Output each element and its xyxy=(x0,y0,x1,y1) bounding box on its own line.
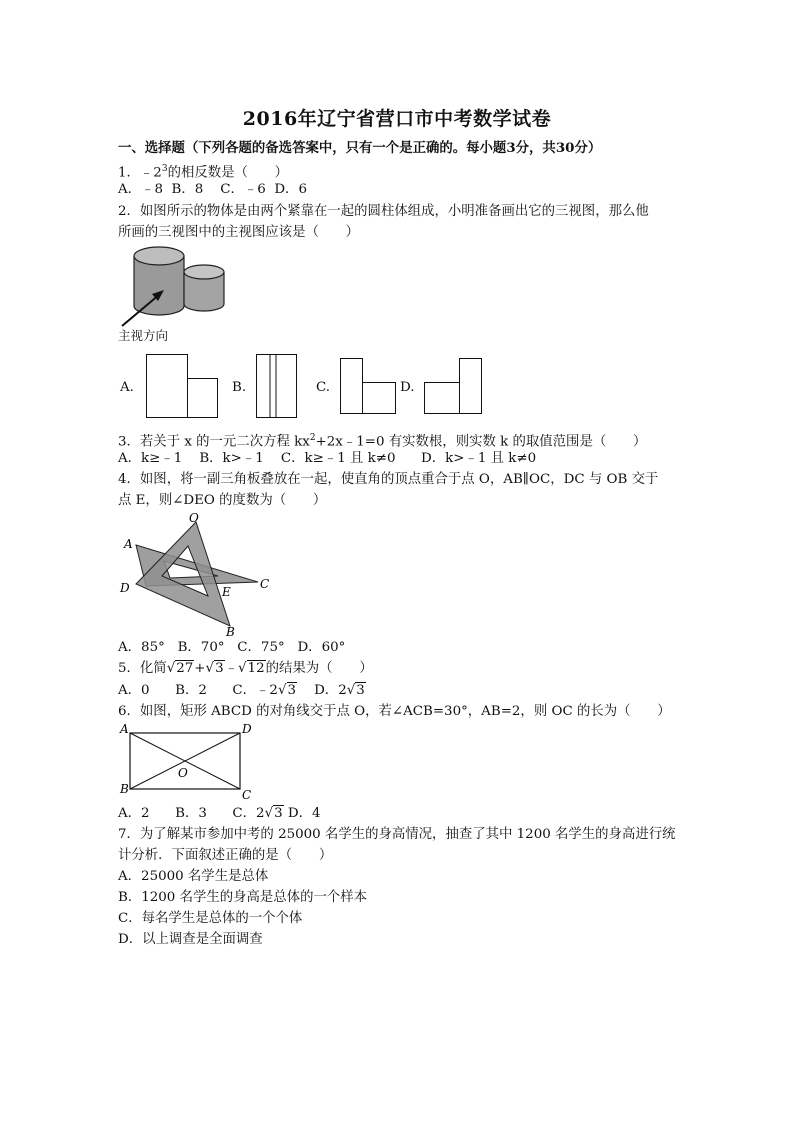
rect-label-d: D xyxy=(242,722,252,736)
label-o: O xyxy=(189,511,199,525)
q2-option-b-figure xyxy=(256,354,301,419)
q1-exponent: 3 xyxy=(161,164,168,174)
q5-radical-1: √27 xyxy=(166,661,194,676)
question-2-stem-line2: 所画的三视图中的主视图应该是（ ） xyxy=(118,225,360,240)
question-4-options: A．85° B．70° C．75° D．60° xyxy=(118,640,346,655)
label-c: C xyxy=(260,577,270,591)
q2-option-c-label: C. xyxy=(316,380,331,395)
question-5-stem: 5．化简√27+√3﹣√12的结果为（ ） xyxy=(118,661,373,676)
question-3-stem xyxy=(118,429,646,451)
section-heading: 一、选择题（下列各题的备选答案中，只有一个是正确的。每小题3分，共30分） xyxy=(118,140,602,156)
question-1-options: A．﹣8 B．8 C．﹣6 D．6 xyxy=(118,182,307,197)
question-2-stem-line1: 2．如图所示的物体是由两个紧靠在一起的圆柱体组成，小明准备画出它的三视图，那么他 xyxy=(118,204,649,219)
q1-stem-pre: 1．﹣2 xyxy=(118,165,162,181)
question-7-option-a: A．25000 名学生是总体 xyxy=(118,869,269,884)
rect-label-b: B xyxy=(120,782,129,796)
question-7-stem-line2: 计分析．下面叙述正确的是（ ） xyxy=(118,848,333,863)
rect-label-c: C xyxy=(242,788,252,802)
view-direction-label: 主视方向 xyxy=(118,328,169,343)
question-6-options: A．2 B．3 C．2√3 D．4 xyxy=(118,806,321,821)
question-3-options: A．k≥﹣1 B．k>﹣1 C．k≥﹣1 且 k≠0 D．k>﹣1 且 k≠0 xyxy=(118,451,537,466)
q5-stem-pre: 5．化简 xyxy=(118,661,167,676)
q1-stem-post: 的相反数是（ ） xyxy=(167,165,289,181)
q3-stem-post: +2x﹣1=0 有实数根，则实数 k 的取值范围是（ ） xyxy=(315,434,647,450)
q5-radical-3: √12 xyxy=(238,661,265,676)
q2-option-a-label: A. xyxy=(120,380,134,395)
q3-stem-pre: 3．若关于 x 的一元二次方程 kx xyxy=(118,434,310,450)
question-7-option-c: C．每名学生是总体的一个个体 xyxy=(118,911,303,926)
q2-option-b-label: B. xyxy=(232,380,247,395)
q5-stem-post: 的结果为（ ） xyxy=(265,661,373,676)
q3-exponent: 2 xyxy=(309,433,316,443)
q2-option-c-figure xyxy=(340,358,400,416)
label-e: E xyxy=(222,585,231,599)
q2-option-a-figure xyxy=(146,354,221,419)
q2-option-d-label: D. xyxy=(400,380,415,395)
rectangle-figure xyxy=(118,723,258,803)
label-d: D xyxy=(120,581,130,595)
question-7-option-d: D．以上调查是全面调查 xyxy=(118,932,263,947)
triangle-rulers-figure xyxy=(118,512,278,640)
rect-label-a: A xyxy=(120,722,129,736)
q2-option-d-figure xyxy=(424,358,486,416)
question-4-stem-line2: 点 E，则∠DEO 的度数为（ ） xyxy=(118,493,327,508)
exam-title: 2016年辽宁省营口市中考数学试卷 xyxy=(242,108,552,130)
question-7-stem-line1: 7．为了解某市参加中考的 25000 名学生的身高情况，抽查了其中 1200 名学生的身高进行统 xyxy=(118,827,676,842)
question-1-stem xyxy=(118,160,288,182)
question-6-stem: 6．如图，矩形 ABCD 的对角线交于点 O，若∠ACB=30°，AB=2，则 OC 的长为（ ） xyxy=(118,704,671,719)
label-a: A xyxy=(124,537,133,551)
rect-label-o: O xyxy=(178,766,188,780)
label-b: B xyxy=(226,625,235,639)
q5-radical-2: √3 xyxy=(205,661,224,676)
question-5-options: A．0 B．2 C．﹣2√3 D．2√3 xyxy=(118,683,365,698)
question-7-option-b: B．1200 名学生的身高是总体的一个样本 xyxy=(118,890,368,905)
question-4-stem-line1: 4．如图，将一副三角板叠放在一起，使直角的顶点重合于点 O，AB∥OC，DC 与 OB 交于 xyxy=(118,472,659,487)
